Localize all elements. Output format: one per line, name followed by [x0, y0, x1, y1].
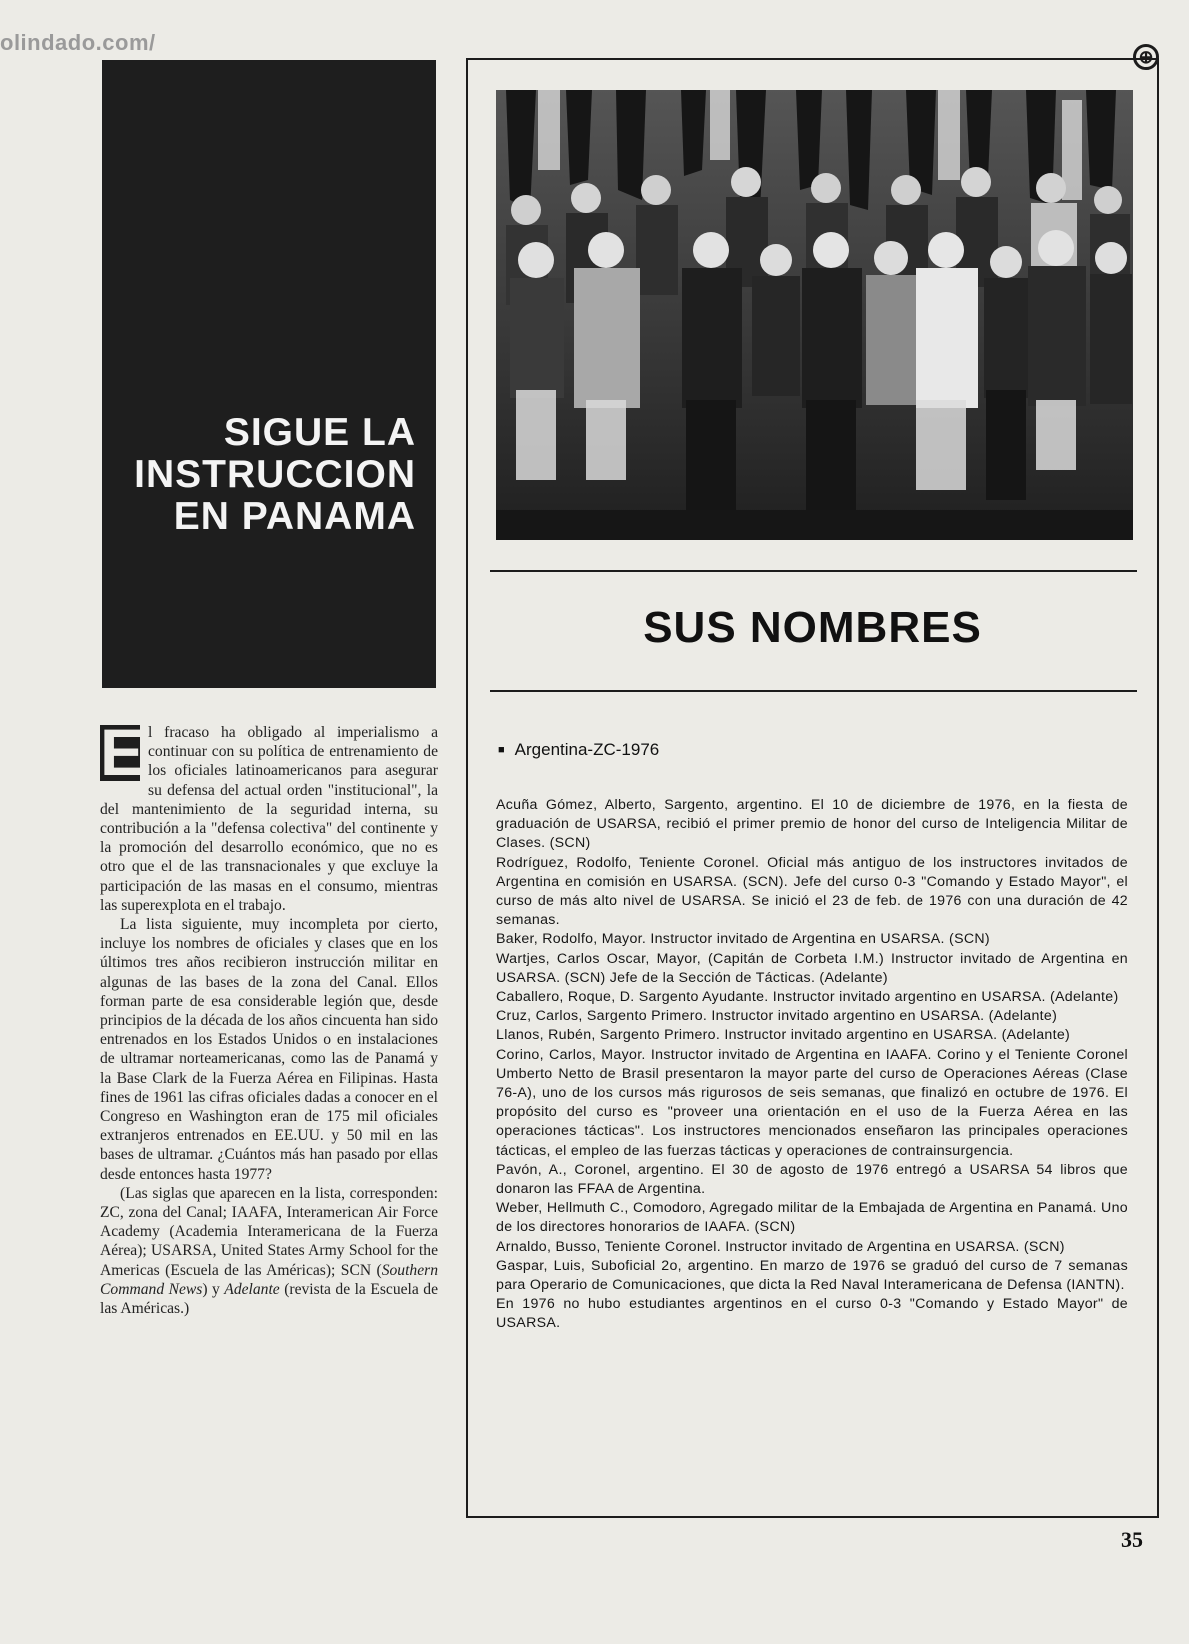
- acronyms-text-a: (Las siglas que aparecen en la lista, corresponden: ZC, zona del Canal; IAAFA, Interamerican Air Force Academy (Academia Interamericana de la Fuerza Aérea); USARSA, United States Army School for the Americas (Escuela de las Américas); SCN (: [100, 1184, 438, 1279]
- bullet-icon: ■: [498, 744, 505, 756]
- crosshair-icon: ⊕: [1133, 44, 1159, 70]
- list-item: Pavón, A., Coronel, argentino. El 30 de agosto de 1976 entregó a USARSA 54 libros que donaron las FFAA de Argentina.: [496, 1161, 1128, 1198]
- section-heading: SUS NOMBRES: [643, 603, 982, 652]
- list-item: Weber, Hellmuth C., Comodoro, Agregado militar de la Embajada de Argentina en Panamá. Uno de los directores honorarios de IAAFA. (SCN): [496, 1200, 1128, 1236]
- list-item: Gaspar, Luis, Suboficial 2o, argentino. En marzo de 1976 se graduó del curso de 7 semanas para Operario de Comunicaciones, que dicta la Red Naval Interamericana de Defensa (IANTN).: [496, 1257, 1128, 1294]
- names-list: [496, 796, 1128, 1334]
- bottom-divider: [490, 690, 1137, 692]
- intro-paragraph-1-text: l fracaso ha obligado al imperialismo a continuar con su política de entrenamiento de los oficiales latinoamericanos para asegurar su defensa del actual orden "institucional", la del mantenimiento de la seguridad interna, su contribución a la "defensa colectiva" del continente y la promoción del desarrollo económico, que no es otro que el de las transnacionales y que excluye la participación de las masas en el consumo, mientras las superexplota en el trabajo.: [100, 724, 438, 914]
- intro-text: [100, 715, 438, 1318]
- title-line: INSTRUCCION: [134, 453, 416, 496]
- list-item: Wartjes, Carlos Oscar, Mayor, (Capitán de Corbeta I.M.) Instructor invitado de Argentina en USARSA. (SCN) Jefe de la Sección de Tácticas. (Adelante): [496, 950, 1128, 986]
- list-item: Baker, Rodolfo, Mayor. Instructor invitado de Argentina en USARSA. (SCN): [496, 931, 990, 948]
- intro-paragraph-1: [100, 715, 438, 915]
- group-photo-illustration: [496, 90, 1133, 540]
- article-title: [134, 412, 416, 538]
- group-photo: [496, 90, 1133, 540]
- acronyms-text-b: ) y: [202, 1280, 225, 1298]
- drop-cap: E: [100, 715, 145, 789]
- list-item: Caballero, Roque, D. Sargento Ayudante. Instructor invitado argentino en USARSA. (Adelante): [496, 989, 1119, 1006]
- intro-paragraph-3: [100, 1184, 438, 1318]
- top-divider: [490, 570, 1137, 572]
- watermark-url: olindado.com/: [0, 30, 156, 55]
- list-item: Corino, Carlos, Mayor. Instructor invitado de Argentina en IAAFA. Corino y el Teniente Coronel Umberto Netto de Brasil presentaron la mayor parte del curso de Operaciones Aéreas (Clase 76-A), uno de los cursos más rigurosos de seis semanas, que finalizó en octubre de 1976. El propósito del curso es "proveer una orientación en el uso de la Fuerza Aérea en las operaciones tácticas". Los instructores mencionados enseñaron las principales operaciones tácticas, el empleo de las fuerzas tácticas y operaciones de contrainsurgencia.: [496, 1046, 1128, 1159]
- names-box: [466, 58, 1159, 1518]
- title-line: SIGUE LA: [223, 411, 416, 454]
- country-subheading: [498, 740, 659, 760]
- adelante-name: Adelante: [224, 1280, 280, 1298]
- list-item: Rodríguez, Rodolfo, Teniente Coronel. Oficial más antiguo de los instructores invitados de Argentina en comisión en USARSA. (SCN). Jefe del curso 0-3 "Comando y Estado Mayor", el curso de más alto nivel de USARSA. Se inició el 23 de feb. de 1976 con una duración de 42 semanas.: [496, 854, 1128, 929]
- scn-name: Southern Command News: [100, 1261, 438, 1298]
- title-panel: [102, 60, 436, 688]
- page-number: 35: [1121, 1527, 1143, 1552]
- list-item: Cruz, Carlos, Sargento Primero. Instructor invitado argentino en USARSA. (Adelante): [496, 1008, 1058, 1025]
- acronyms-text-c: (revista de la Escuela de las Américas.): [100, 1280, 438, 1318]
- list-item: Arnaldo, Busso, Teniente Coronel. Instructor invitado de Argentina en USARSA. (SCN): [496, 1238, 1065, 1255]
- list-item: Llanos, Rubén, Sargento Primero. Instructor invitado argentino en USARSA. (Adelante): [496, 1027, 1071, 1044]
- country-subheading-text: Argentina-ZC-1976: [514, 740, 660, 759]
- title-line: EN PANAMA: [173, 495, 416, 538]
- list-item: Acuña Gómez, Alberto, Sargento, argentino. El 10 de diciembre de 1976, en la fiesta de graduación de USARSA, recibió el primer premio de honor del curso de Inteligencia Militar de Clases. (SCN): [496, 797, 1128, 852]
- list-item: En 1976 no hubo estudiantes argentinos en el curso 0-3 "Comando y Estado Mayor" de USARSA.: [496, 1296, 1128, 1332]
- intro-paragraph-2: La lista siguiente, muy incompleta por cierto, incluye los nombres de oficiales y clases que en los últimos tres años recibieron instrucción militar en algunas de las bases de la zona del Canal. Ellos forman parte de esa considerable legión que, desde principios de la década de los años cincuenta han sido entrenados en los Estados Unidos o en instalaciones de ultramar norteamericanas, como las de Panamá y la Base Clark de la Fuerza Aérea en Filipinas. Hasta fines de 1961 las cifras oficiales dadas a conocer en el Congreso en Washington eran de 175 mil oficiales extranjeros entrenados en EE.UU. y 50 mil en las bases de ultramar. ¿Cuántos más han pasado por ellas desde entonces hasta 1977?: [100, 916, 438, 1183]
